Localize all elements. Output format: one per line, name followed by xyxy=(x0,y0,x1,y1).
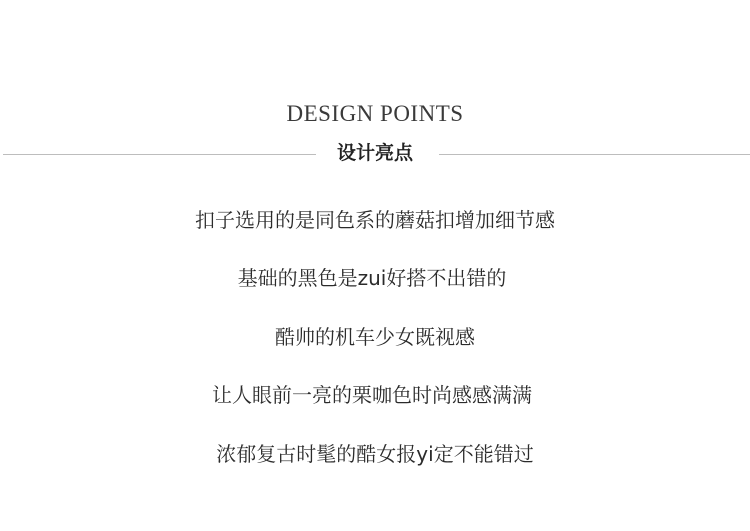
design-point-text: 让人眼前一亮的栗咖色时尚感感满满 xyxy=(212,383,532,407)
section-title-zh: 设计亮点 xyxy=(336,142,413,164)
design-point-text: 浓郁复古时髦的酷女报yi定不能错过 xyxy=(216,442,534,466)
design-point-text: 扣子选用的是同色系的蘑菇扣增加细节感 xyxy=(195,208,555,232)
design-point-text: 酷帅的机车少女既视感 xyxy=(275,325,475,349)
design-point-text: 基础的黑色是zui好搭不出错的 xyxy=(237,266,507,290)
divider-right xyxy=(439,154,750,155)
section-title-en: DESIGN POINTS xyxy=(286,101,464,126)
